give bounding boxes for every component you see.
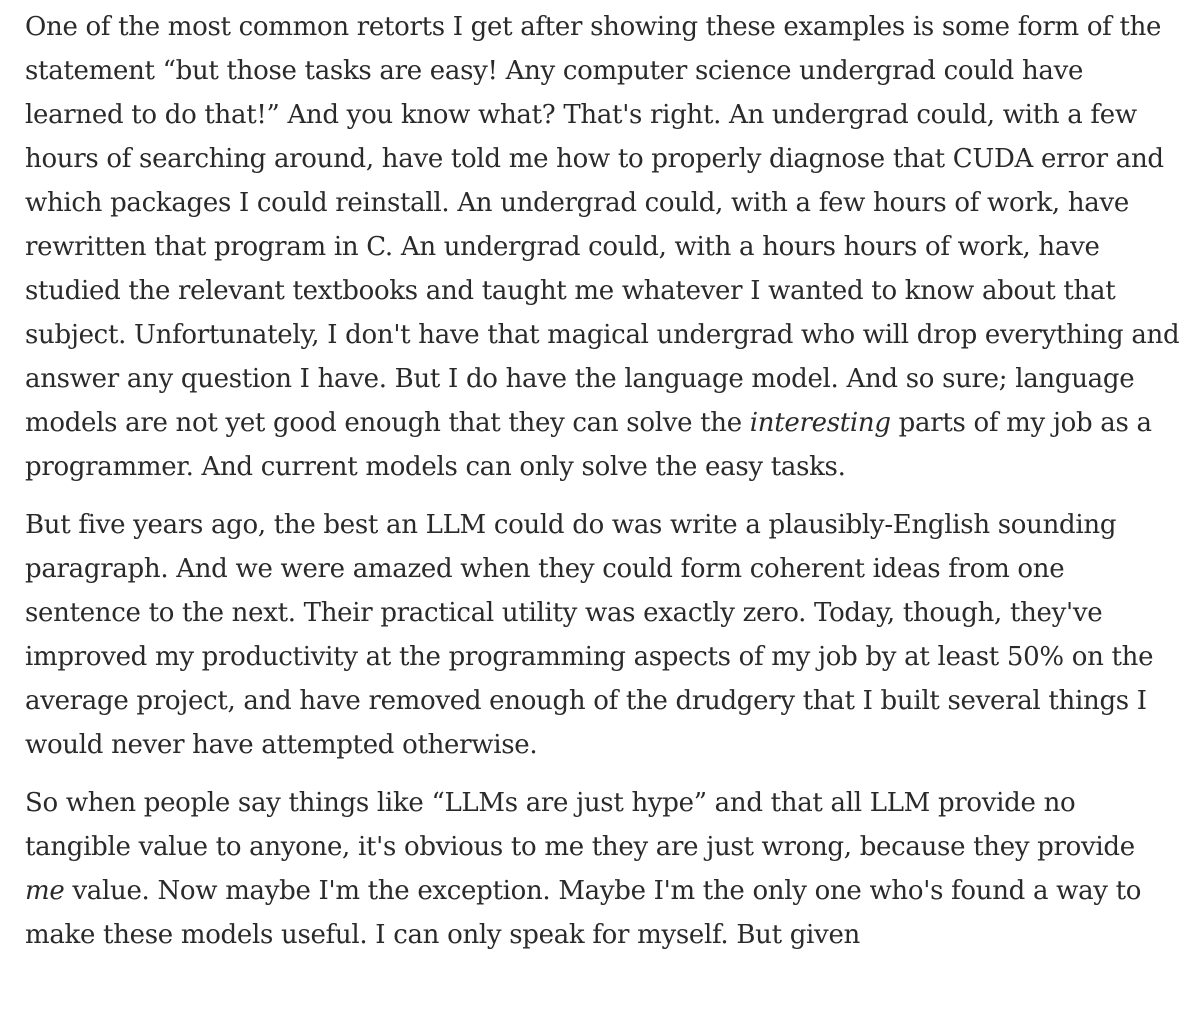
paragraph-five-years-ago xyxy=(25,503,1180,767)
paragraph-text: So when people say things like “LLMs are just hype” and that all LLM provide no tangible value to anyone, it's obvious to me they are just wrong, because they provide xyxy=(25,788,1135,862)
paragraph-llm-hype xyxy=(25,781,1180,957)
article-body xyxy=(25,5,1180,957)
emphasized-word: me xyxy=(25,876,65,906)
emphasized-word: interesting xyxy=(749,408,891,438)
paragraph-text: One of the most common retorts I get after showing these examples is some form of the statement “but those tasks are easy! Any computer science undergrad could have learned to do that!” And you know what? That's right. An undergrad could, with a few hours of searching around, have told me how to properly diagnose that CUDA error and which packages I could reinstall. An undergrad could, with a few hours of work, have rewritten that program in C. An undergrad could, with a hours hours of work, have studied the relevant textbooks and taught me whatever I wanted to know about that subject. Unfortunately, I don't have that magical undergrad who will drop everything and answer any question I have. But I do have the language model. And so sure; language models are not yet good enough that they can solve the xyxy=(25,12,1180,438)
paragraph-undergrad-retort xyxy=(25,5,1180,489)
paragraph-text: parts of my job as a programmer. And current models can only solve the easy tasks. xyxy=(25,408,1152,482)
paragraph-text: But five years ago, the best an LLM could do was write a plausibly-English sounding paragraph. And we were amazed when they could form coherent ideas from one sentence to the next. Their practical utility was exactly zero. Today, though, they've improved my productivity at the programming aspects of my job by at least 50% on the average project, and have removed enough of the drudgery that I built several things I would never have attempted otherwise. xyxy=(25,510,1154,760)
paragraph-text: value. Now maybe I'm the exception. Maybe I'm the only one who's found a way to make these models useful. I can only speak for myself. But given xyxy=(25,876,1142,950)
